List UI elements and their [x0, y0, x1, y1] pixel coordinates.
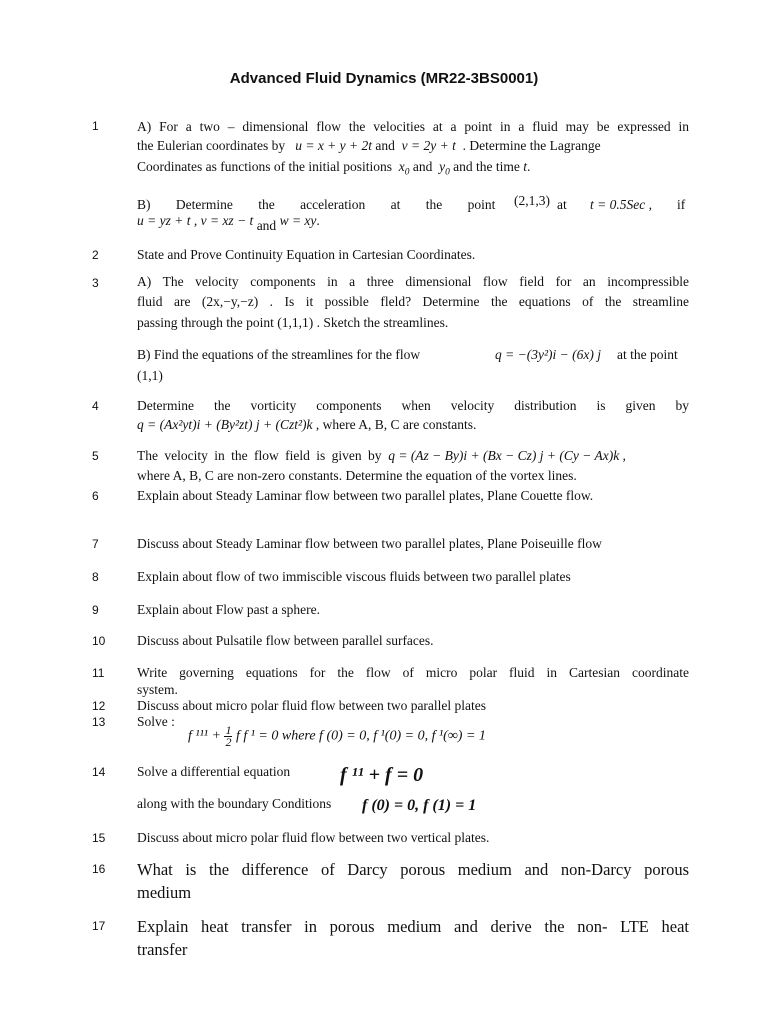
question-number: 5: [92, 449, 99, 463]
question-text: the Eulerian coordinates by u = x + y + 2t and v = 2y + t . Determine the Lagrange: [137, 138, 601, 153]
question-number: 6: [92, 489, 99, 503]
question-text: Coordinates as functions of the initial positions $x_0$ and $y_0$ and the time t.: [137, 159, 531, 178]
question-number: 2: [92, 248, 99, 262]
question-number: 11: [92, 666, 105, 680]
equation: f ¹¹¹ + $\frac{1}{2}$ f f ¹ = 0 where f (0) = 0, f ¹(0) = 0, f ¹(∞) = 1: [188, 723, 486, 749]
question-number: 10: [92, 634, 106, 648]
question-number: 17: [92, 919, 106, 933]
question-text: Explain about Flow past a sphere.: [137, 602, 320, 617]
equation: f ¹¹ + f = 0: [340, 764, 424, 786]
question-text: along with the boundary Conditions: [137, 796, 332, 811]
question-text: Determine the vorticity components when velocity distribution is given by: [137, 398, 689, 413]
question-text: B) Find the equations of the streamlines for the flow q = −(3y²)i − (6x) j at the point: [137, 347, 678, 362]
question-number: 15: [92, 831, 106, 845]
question-text: State and Prove Continuity Equation in Cartesian Coordinates.: [137, 247, 476, 262]
question-number: 12: [92, 699, 106, 713]
question-number: 8: [92, 570, 99, 584]
question-number: 14: [92, 765, 106, 779]
question-text: fluid are (2x,−y,−z) . Is it possible fleld? Determine the equations of the streamline: [137, 294, 689, 309]
question-text: transfer: [137, 940, 188, 959]
question-text: B) Determine the acceleration at the point (2,1,3) at t = 0.5Sec , if: [137, 193, 686, 212]
question-text: u = yz + t , v = xz − t and w = xy.: [137, 213, 320, 233]
question-text: medium: [137, 883, 192, 902]
question-text: A) The velocity components in a three dimensional flow field for an incompressible: [137, 274, 689, 289]
question-text: Solve a differential equation: [137, 764, 291, 779]
question-number: 13: [92, 715, 106, 729]
question-text: q = (Ax²yt)i + (By²zt) j + (Czt²)k , where A, B, C are constants.: [137, 417, 477, 432]
question-number: 3: [92, 276, 99, 290]
question-text: where A, B, C are non-zero constants. Determine the equation of the vortex lines.: [137, 468, 577, 483]
question-text: A) For a two – dimensional flow the velocities at a point in a fluid may be expressed in: [137, 119, 689, 134]
question-text: Discuss about micro polar fluid flow between two parallel plates: [137, 698, 487, 713]
question-number: 4: [92, 399, 99, 413]
question-text: Explain about Steady Laminar flow between two parallel plates, Plane Couette flow.: [137, 488, 594, 503]
question-text: Discuss about micro polar fluid flow between two vertical plates.: [137, 830, 490, 845]
document-title: Advanced Fluid Dynamics (MR22-3BS0001): [229, 70, 539, 87]
question-number: 7: [92, 537, 99, 551]
question-number: 16: [92, 862, 106, 876]
question-text: Solve :: [137, 714, 175, 729]
question-text: Explain about flow of two immiscible viscous fluids between two parallel plates: [137, 569, 571, 584]
question-text: Explain heat transfer in porous medium and derive the non- LTE heat: [137, 917, 689, 936]
question-number: 1: [92, 119, 99, 133]
question-text: What is the difference of Darcy porous medium and non-Darcy porous: [137, 860, 689, 879]
question-number: 9: [92, 603, 99, 617]
question-text: The velocity in the flow field is given by q = (Az − By)i + (Bx − Cz) j + (Cy − Ax)k ,: [137, 448, 626, 463]
question-text: Discuss about Steady Laminar flow between two parallel plates, Plane Poiseuille flow: [137, 536, 602, 551]
question-text: (1,1): [137, 368, 163, 383]
question-text: system.: [137, 682, 178, 697]
question-text: passing through the point (1,1,1) . Sketch the streamlines.: [137, 315, 449, 330]
equation: f (0) = 0, f (1) = 1: [362, 797, 477, 814]
question-text: Write governing equations for the flow of micro polar fluid in Cartesian coordinate: [137, 665, 689, 680]
question-text: Discuss about Pulsatile flow between parallel surfaces.: [137, 633, 434, 648]
